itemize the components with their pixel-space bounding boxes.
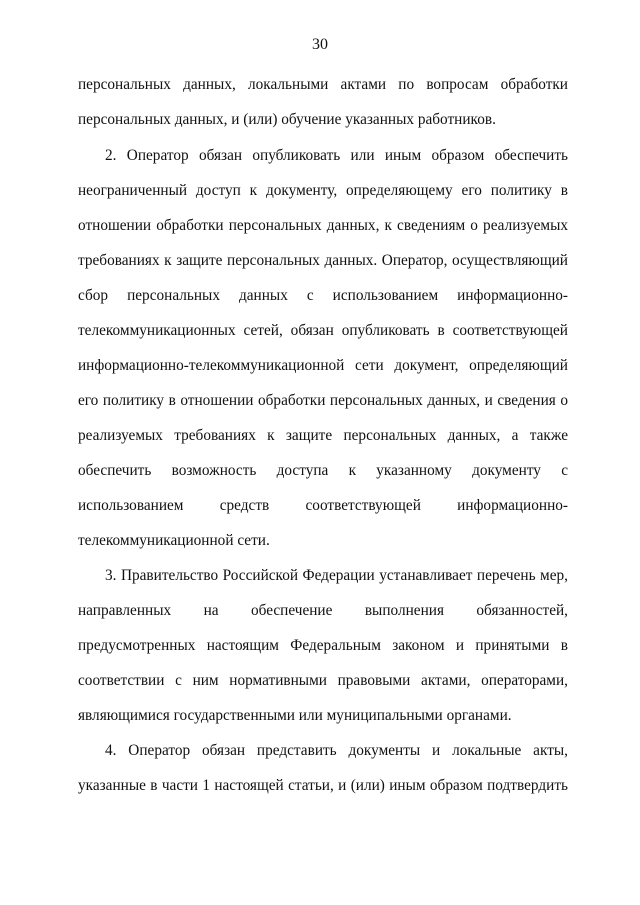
paragraph-3-start: 3. Правительство Российской Федерации устанавливает перечень мер, — [105, 567, 568, 584]
paragraph-4-start: 4. Оператор обязан представить документы и локальные акты, — [105, 742, 568, 759]
text-line: указанные в части 1 настоящей статьи, и (или) иным образом подтвердить — [78, 777, 568, 794]
text-line: предусмотренных настоящим Федеральным законом и принятыми в — [78, 637, 568, 654]
text-line: соответствии с ним нормативными правовыми актами, операторами, — [78, 672, 568, 689]
text-line: персональных данных, локальными актами по вопросам обработки — [78, 76, 568, 93]
text-line: неограниченный доступ к документу, определяющему его политику в — [78, 182, 568, 199]
paragraph-2-start: 2. Оператор обязан опубликовать или иным образом обеспечить — [105, 147, 568, 164]
text-line: направленных на обеспечение выполнения обязанностей, — [78, 602, 568, 619]
text-line: сбор персональных данных с использованием информационно- — [78, 287, 568, 304]
text-line: использованием средств соответствующей информационно- — [78, 497, 568, 514]
text-line: информационно-телекоммуникационной сети документ, определяющий — [78, 357, 568, 374]
text-line: телекоммуникационной сети. — [78, 532, 270, 549]
text-line: персональных данных, и (или) обучение указанных работников. — [78, 111, 496, 128]
text-line: являющимися государственными или муниципальными органами. — [78, 707, 512, 724]
text-line: требованиях к защите персональных данных. Оператор, осуществляющий — [78, 252, 568, 269]
text-line: отношении обработки персональных данных, к сведениям о реализуемых — [78, 217, 568, 234]
text-line: реализуемых требованиях к защите персональных данных, а также — [78, 427, 568, 444]
text-line: обеспечить возможность доступа к указанному документу с — [78, 462, 568, 479]
text-line: его политику в отношении обработки персональных данных, и сведения о — [78, 392, 568, 409]
text-line: телекоммуникационных сетей, обязан опубликовать в соответствующей — [78, 322, 568, 339]
page-number: 30 — [312, 36, 328, 53]
